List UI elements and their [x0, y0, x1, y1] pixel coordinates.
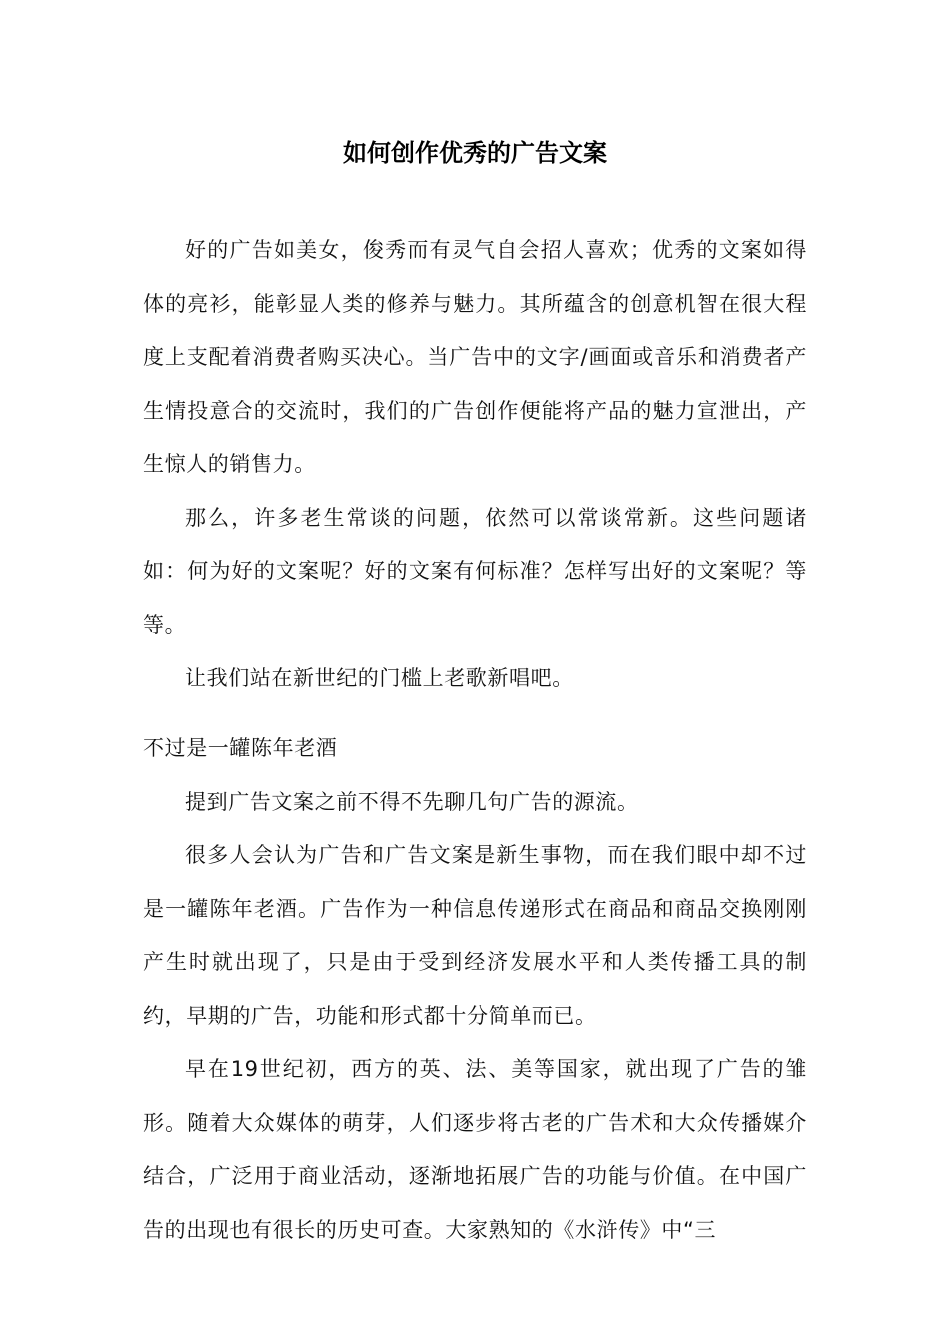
intro-section	[143, 224, 807, 706]
origin-section	[143, 722, 807, 1257]
section-heading: 不过是一罐陈年老酒	[143, 736, 338, 760]
section-paragraph-2: 很多人会认为广告和广告文案是新生事物，而在我们眼中却不过是一罐陈年老酒。广告作为一种信息传递形式在商品和商品交换刚刚产生时就出现了，只是由于受到经济发展水平和人类传播工具的制约，早期的广告，功能和形式都十分简单而已。	[143, 843, 807, 1028]
intro-paragraph-1: 好的广告如美女，俊秀而有灵气自会招人喜欢；优秀的文案如得体的亮衫，能彰显人类的修养与魅力。其所蕴含的创意机智在很大程度上支配着消费者购买决心。当广告中的文字/画面或音乐和消费者产生情投意合的交流时，我们的广告创作便能将产品的魅力宣泄出，产生惊人的销售力。	[143, 238, 807, 476]
section-paragraph-3: 早在19世纪初，西方的英、法、美等国家，就出现了广告的雏形。随着大众媒体的萌芽，人们逐步将古老的广告术和大众传播媒介结合，广泛用于商业活动，逐渐地拓展广告的功能与价值。在中国广告的出现也有很长的历史可查。大家熟知的《水浒传》中“三	[143, 1057, 807, 1242]
document-title: 如何创作优秀的广告文案	[343, 139, 607, 167]
intro-paragraph-2: 那么，许多老生常谈的问题，依然可以常谈常新。这些问题诸如：何为好的文案呢？好的文案有何标准？怎样写出好的文案呢？等等。	[143, 505, 807, 637]
intro-paragraph-3: 让我们站在新世纪的门槛上老歌新唱吧。	[185, 666, 574, 690]
section-paragraph-1: 提到广告文案之前不得不先聊几句广告的源流。	[185, 789, 639, 814]
